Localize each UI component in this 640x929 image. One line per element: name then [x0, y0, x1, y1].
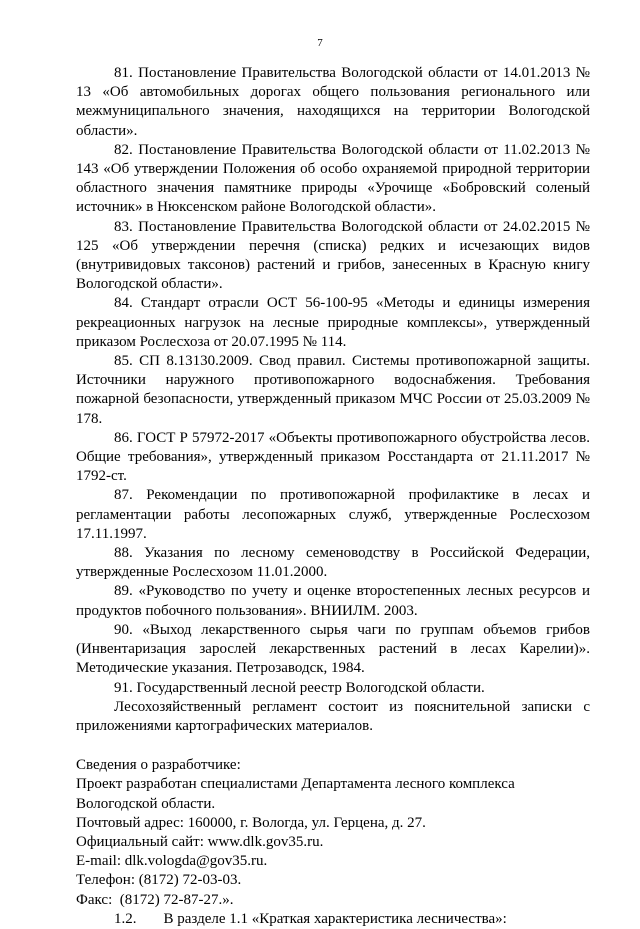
- list-item: 91. Государственный лесной реестр Вологодской области.: [114, 679, 485, 696]
- developer-project: Проект разработан специалистами Департамента лесного комплекса Вологодской области.: [76, 776, 515, 812]
- list-item: 83. Постановление Правительства Вологодской области от 24.02.2015 № 125 «Об утверждении перечня (списка) редких и исчезающих видов (внутривидовых таксонов) растений и грибов, занесенных в Красную книгу Вологодской области».: [76, 218, 590, 293]
- list-item: 89. «Руководство по учету и оценке второстепенных лесных ресурсов и продуктов побочного пользования». ВНИИЛМ. 2003.: [76, 583, 590, 619]
- developer-heading: Сведения о разработчике:: [76, 757, 241, 774]
- list-item: 82. Постановление Правительства Вологодской области от 11.02.2013 № 143 «Об утверждении Положения об особо охраняемой природной территории областного значения памятнике природы «Урочище «Бобровский соленый источник» в Нюксенском районе Вологодской области».: [76, 141, 590, 216]
- developer-info: [76, 756, 590, 910]
- list-item: 84. Стандарт отрасли ОСТ 56-100-95 «Методы и единицы измерения рекреационных нагрузок на лесные природные комплексы», утвержденный приказом Рослесхоза от 20.07.1995 № 114.: [76, 295, 590, 350]
- section-number: 1.2.: [114, 910, 137, 927]
- developer-email: E-mail: dlk.vologda@gov35.ru.: [76, 853, 268, 870]
- developer-address: Почтовый адрес: 160000, г. Вологда, ул. Герцена, д. 27.: [76, 814, 426, 831]
- list-item: 90. «Выход лекарственного сырья чаги по группам объемов грибов (Инвентаризация зарослей лекарственных растений в лесах Карелии)». Методические указания. Петрозаводск, 1984.: [76, 621, 590, 677]
- list-item: 81. Постановление Правительства Вологодской области от 14.01.2013 № 13 «Об автомобильных дорогах общего пользования регионального или межмуниципального значения, находящихся на территории Вологодской области».: [76, 65, 590, 139]
- list-item: 87. Рекомендации по противопожарной профилактике в лесах и регламентации работы лесопожарных служб, утвержденные Рослесхозом 17.11.1997.: [76, 487, 590, 542]
- list-item: 86. ГОСТ Р 57972-2017 «Объекты противопожарного обустройства лесов. Общие требования», утвержденный приказом Росстандарта от 21.11.2017 № 1792-ст.: [76, 429, 590, 485]
- list-item: 88. Указания по лесному семеноводству в Российской Федерации, утвержденные Рослесхозом 11.01.2000.: [76, 545, 590, 581]
- regulation-composition-paragraph: Лесохозяйственный регламент состоит из пояснительной записки с приложениями картографических материалов.: [76, 698, 590, 734]
- section-item: [76, 910, 590, 929]
- list-item: 85. СП 8.13130.2009. Свод правил. Системы противопожарной защиты. Источники наружного противопожарного водоснабжения. Требования пожарной безопасности, утвержденный приказом МЧС России от 25.03.2009 № 178.: [76, 353, 590, 427]
- developer-website: Официальный сайт: www.dlk.gov35.ru.: [76, 833, 324, 850]
- document-body: [76, 64, 590, 929]
- page-number: 7: [317, 37, 323, 49]
- developer-phone: Телефон: (8172) 72-03-03.: [76, 872, 242, 889]
- section-text: В разделе 1.1 «Краткая характеристика лесничества»:: [163, 910, 507, 927]
- developer-fax: Факс: (8172) 72-87-27.».: [76, 891, 234, 908]
